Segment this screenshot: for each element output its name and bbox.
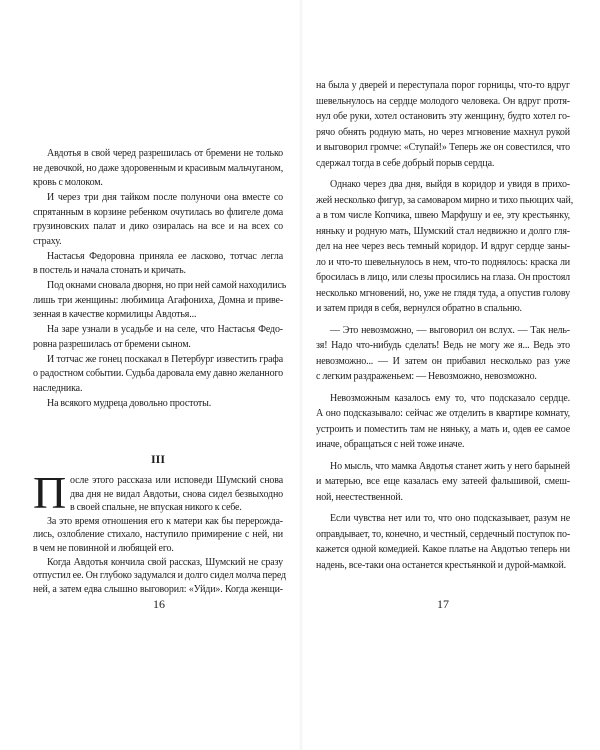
- paragraph: [316, 177, 574, 317]
- drop-cap-paragraph: [33, 467, 283, 518]
- text-line: несколько мгновений, но, уже не глядя туда, а опустив голову: [316, 287, 570, 299]
- right-page-text: [316, 78, 574, 579]
- paragraph: [316, 511, 570, 573]
- text-line: два дня не видал Авдотьи, снова сидел безвыходно: [70, 488, 283, 500]
- text-line: кажется одной комедией. Какое платье на Авдотью теперь ни: [316, 544, 570, 555]
- chapter-text: [33, 467, 286, 597]
- text-line: рячо обнять родную мать, но через мгновение махнул рукой: [316, 126, 570, 138]
- paragraph: [316, 323, 570, 385]
- text-line: грузиновских палат и дико озиралась на все и на всех со: [33, 221, 283, 233]
- text-line: шевельнулось на сердце молодого человека. Он вдруг протя-: [316, 95, 570, 107]
- text-line: дел на нее через весь темный коридор. И вдруг сердце заны-: [316, 241, 570, 252]
- paragraph: [33, 397, 283, 412]
- text-line: иначе, обращаться с ней тоже иначе.: [316, 439, 465, 450]
- paragraph: [33, 556, 286, 597]
- paragraph: [316, 78, 570, 171]
- text-line: о радостном событии. Судьба даровала ему давно желанного: [33, 368, 283, 380]
- left-page-text: [33, 147, 287, 412]
- text-line: И тотчас же гонец поскакал в Петербург известить графа: [47, 353, 283, 365]
- text-line: и матерью, все еще казалась ему затеей фальшивой, смеш-: [316, 476, 570, 487]
- chapter-heading: III: [150, 452, 165, 466]
- text-line: И через три дня тайком после полуночи она вместе со: [47, 192, 283, 204]
- text-line: на была у дверей и переступала порог горницы, что-то вдруг: [316, 80, 570, 91]
- paragraph: [316, 391, 570, 453]
- paragraph: [33, 279, 287, 323]
- text-line: спрятанным в корзине ребенком очутилась во флигеле дома: [33, 206, 283, 218]
- text-line: в чем не повинной и любящей его.: [33, 542, 174, 554]
- text-line: ровна разрешилась от бремени сыном.: [33, 338, 191, 350]
- text-line: А оно подсказывало: сейчас же отделить в квартире комнату,: [316, 408, 570, 419]
- text-line: За это время отношения его к матери как бы перерожда-: [47, 515, 283, 527]
- drop-cap-letter: П: [33, 467, 67, 518]
- text-line: с легким раздраженьем: — Невозможно, невозможно.: [316, 371, 537, 382]
- paragraph: [33, 250, 283, 279]
- paragraph: [33, 323, 283, 352]
- text-line: На заре узнали в усадьбе и на селе, что Настасья Федо-: [47, 324, 283, 336]
- text-line: ло и что-то шевельнулось в нем, что-то поднялось: краска ли: [316, 256, 570, 268]
- page-number-right: 17: [437, 597, 449, 611]
- page-number-left: 16: [153, 597, 165, 611]
- text-line: оправдывает, то, конечно, и честный, сердечный поступок по-: [316, 528, 570, 540]
- paragraph: [316, 459, 570, 506]
- text-line: зенная в качестве кормилицы Авдотья...: [33, 309, 197, 321]
- text-line: Под окнами сновала дворня, но при ней самой находились: [47, 280, 287, 292]
- text-line: Невозможным казалось ему то, что подсказало сердце.: [330, 392, 570, 404]
- text-line: не девочкой, но даже здоровенным и красивым мальчуганом,: [33, 162, 284, 174]
- text-line: нул обе руки, хотел остановить эту женщину, будто хотел го-: [316, 111, 570, 122]
- text-line: ней, а затем едва слышно выговорил: «Уйди». Когда женщи-: [33, 583, 283, 595]
- paragraph: [33, 191, 283, 249]
- text-line: жей несколько фигур, за самоваром мирно и тихо пьющих чай,: [316, 194, 574, 206]
- text-line: в постель и начала стонать и кричать.: [33, 265, 186, 277]
- text-line: наследника.: [33, 382, 83, 394]
- text-line: — Это невозможно, — выговорил он вслух. — Так нель-: [330, 324, 570, 336]
- text-line: Если чувства нет или то, что оно подсказывает, разум не: [330, 513, 570, 524]
- text-line: отпустил ее. Он глубоко задумался и долго сидел молча перед: [33, 570, 286, 582]
- text-line: кровь с молоком.: [33, 177, 103, 188]
- text-line: надень, все-таки она останется крестьянкой и дурой-мамкой.: [316, 559, 567, 571]
- text-line: Но мысль, что мамка Авдотья станет жить у него барыней: [330, 460, 570, 472]
- text-line: На всякого мудреца довольно простоты.: [47, 398, 212, 410]
- text-line: осле этого рассказа или исповеди Шумский снова: [70, 475, 283, 486]
- text-line: Однако через два дня, выйдя в коридор и увидя в прихо-: [330, 179, 570, 190]
- paragraph: [33, 515, 283, 556]
- paragraph: [33, 353, 283, 397]
- text-line: няньку и родную мать, Шумский стал недвижно и долго гля-: [316, 225, 570, 237]
- text-line: Авдотья в свой черед разрешилась от бремени не только: [47, 148, 283, 159]
- text-line: бросилась в лицо, или слезы просились на глаза. Он простоял: [316, 272, 570, 283]
- text-line: а в том числе Копчика, швею Марфушу и ее, эту крестьянку,: [316, 210, 570, 221]
- text-line: и выговорил громче: «Ступай!» Теперь же он совестился, что: [316, 142, 570, 153]
- text-line: невозможно... — И затем он прибавил несколько раз уже: [316, 355, 570, 367]
- text-line: и затем придя в себя, вернулся обратно в спальню.: [316, 303, 522, 314]
- text-line: ной, неестественной.: [316, 491, 403, 503]
- text-line: в своей спальне, не впуская никого к себе.: [70, 502, 242, 513]
- text-line: сдержал тогда в себе добрый порыв сердца.: [316, 157, 495, 169]
- text-line: Когда Авдотья кончила свой рассказ, Шумский не сразу: [47, 556, 283, 568]
- book-spine-fold: [299, 0, 303, 750]
- text-line: лишь три женщины: любимица Агафониха, Домна и приве-: [33, 294, 283, 306]
- text-line: устроить и поместить там не няньку, а мать и, одев ее самое: [316, 423, 570, 435]
- text-line: лись, озлобление стихало, наступило примирение с ней, ни: [33, 529, 283, 540]
- paragraph: [33, 147, 283, 191]
- text-line: Настасья Федоровна приняла ее ласково, тотчас легла: [47, 250, 283, 262]
- text-line: страху.: [33, 235, 62, 247]
- text-line: зя! Надо что-нибудь сделать! Ведь не могу же я... Ведь это: [316, 340, 570, 351]
